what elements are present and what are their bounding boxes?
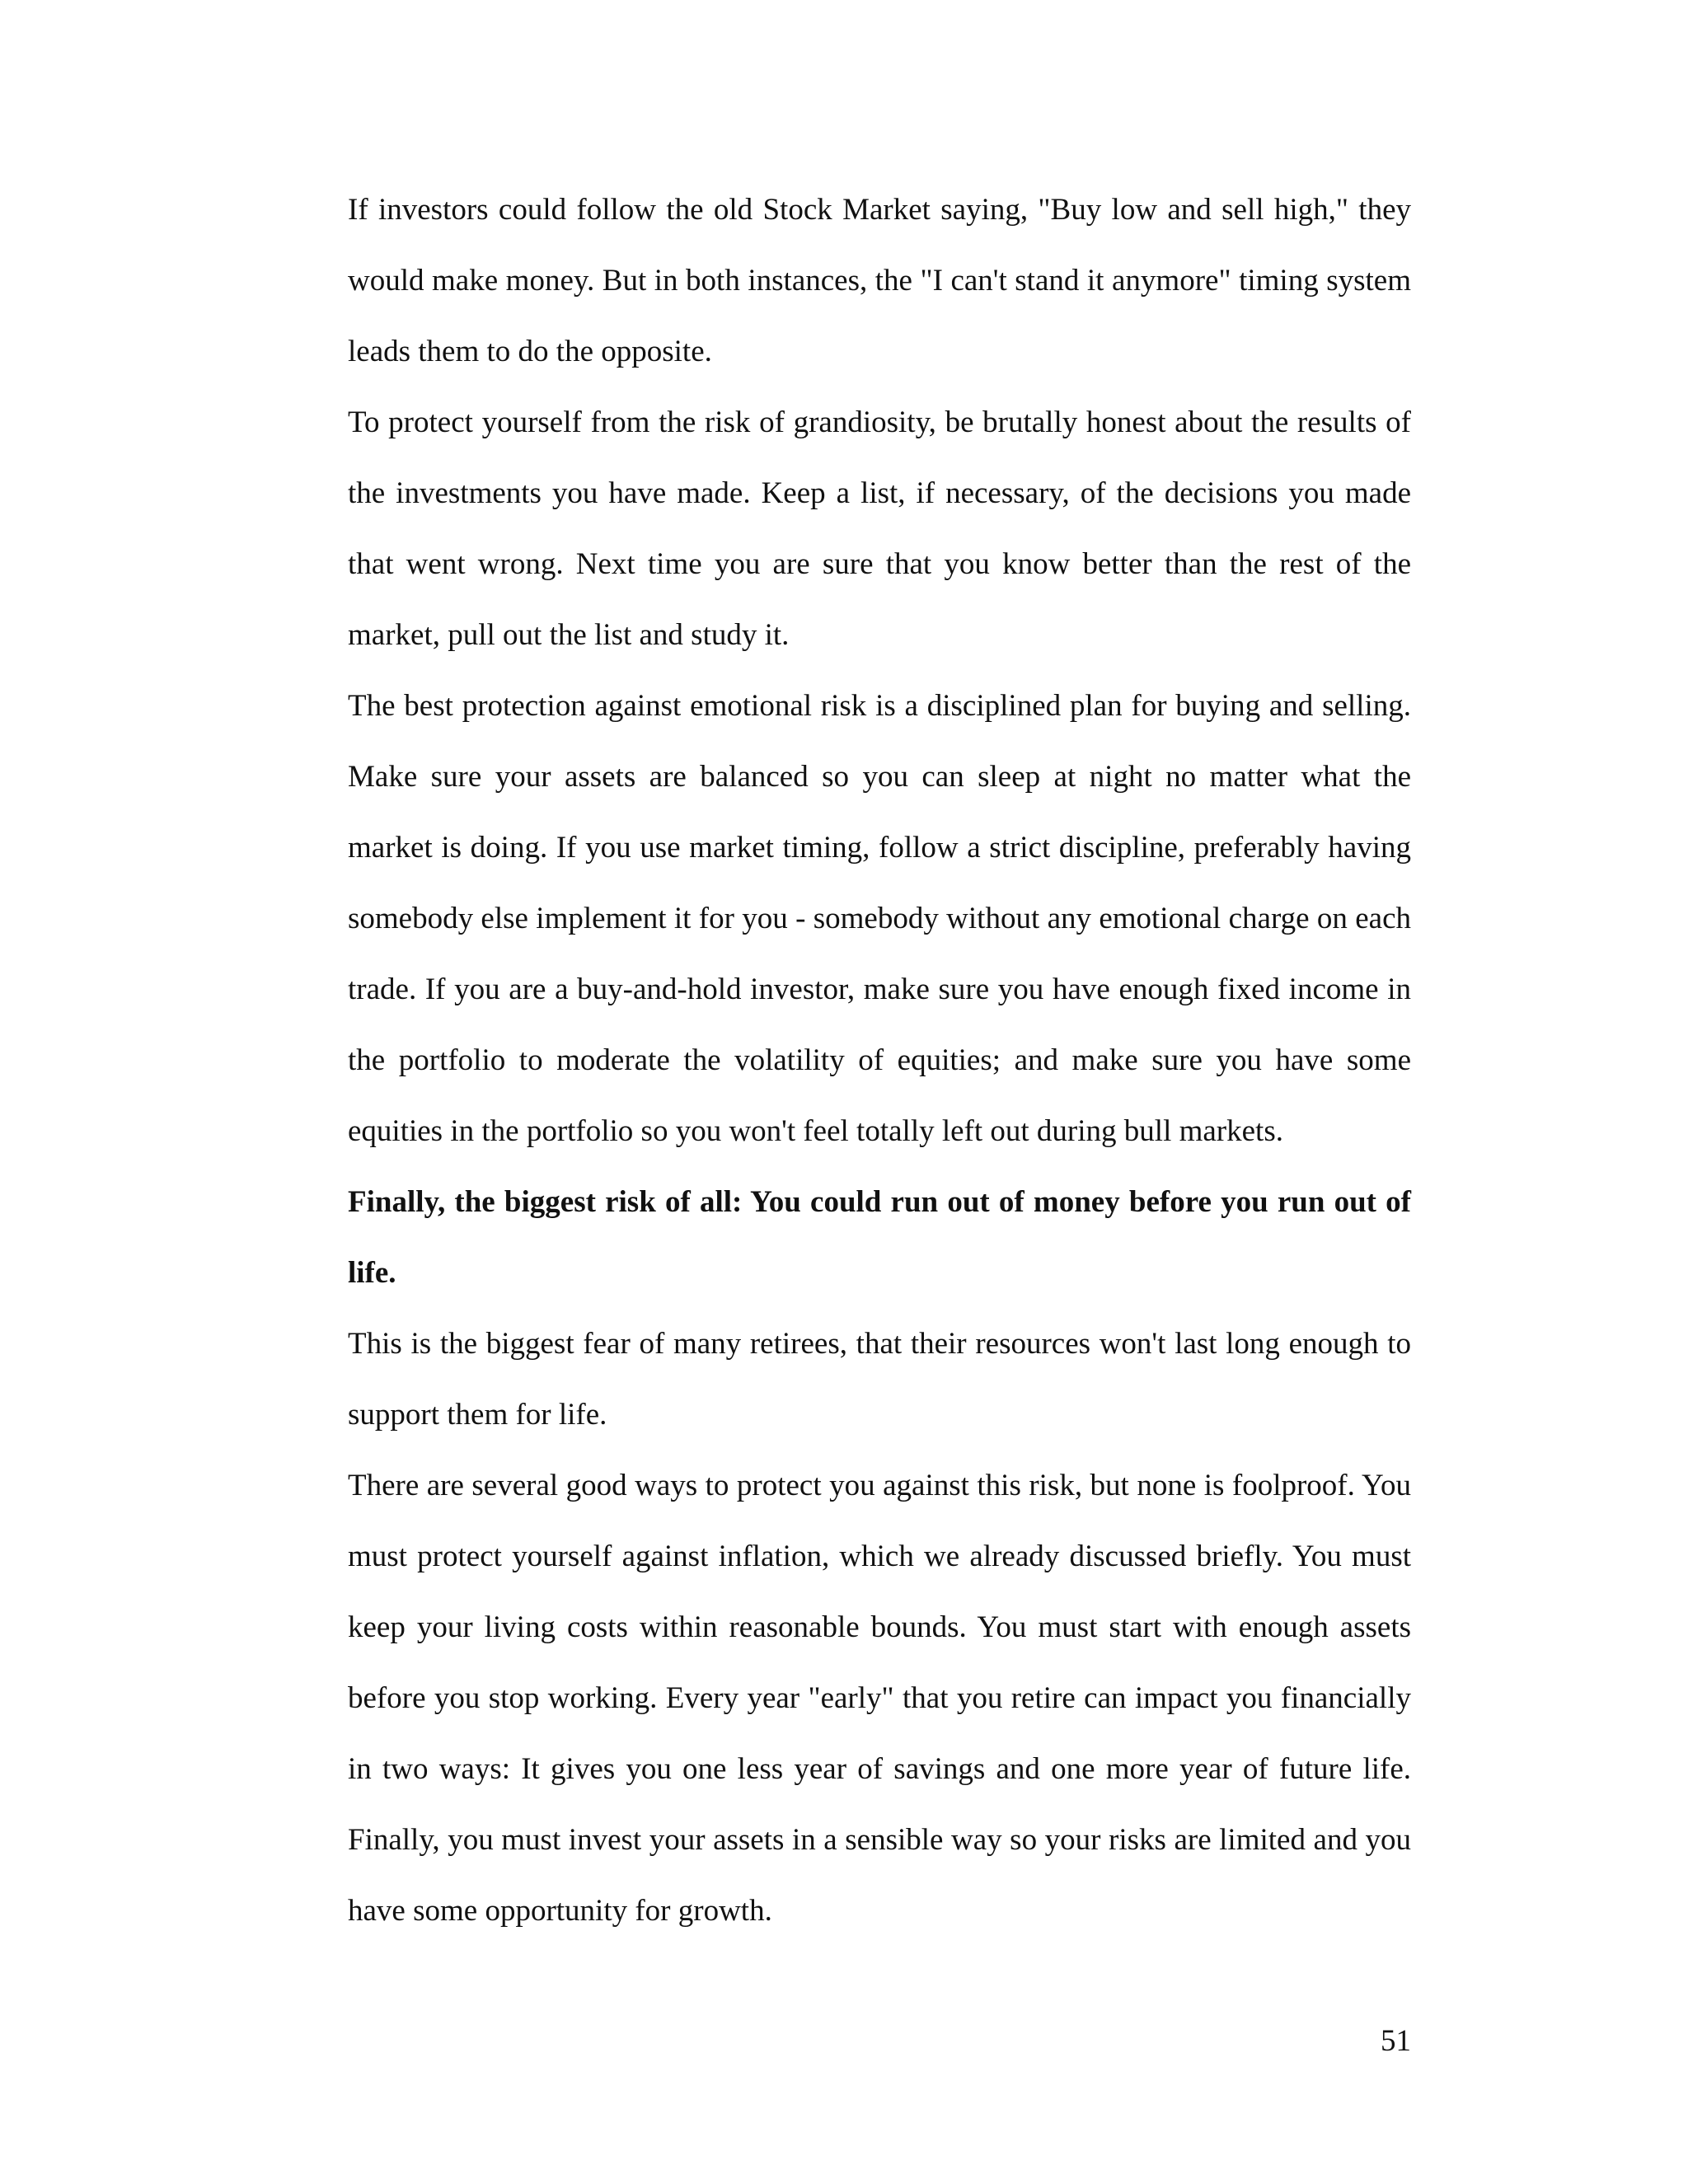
body-text <box>348 175 1411 1947</box>
paragraph-protection-methods: There are several good ways to protect you against this risk, but none is foolproof. You must protect yourself against inflation, which we already discussed briefly. You must keep your living costs within reasonable bounds. You must start with enough assets before you stop working. Every year "early" that you retire can impact you financially in two ways: It gives you one less year of savings and one more year of future life. Finally, you must invest your assets in a sensible way so your risks are limited and you have some opportunity for growth. <box>348 1469 1411 1928</box>
section-heading-biggest-risk: Finally, the biggest risk of all: You could run out of money before you run out of life. <box>348 1185 1411 1290</box>
paragraph-grandiosity-risk: To protect yourself from the risk of grandiosity, be brutally honest about the results of the investments you have made. Keep a list, if necessary, of the decisions you made that went wrong. Next time you are sure that you know better than the rest of the market, pull out the list and study it. <box>348 405 1411 652</box>
paragraph-emotional-risk: The best protection against emotional risk is a disciplined plan for buying and selling. Make sure your assets are balanced so you can sleep at night no matter what the market is doing. If you use market timing, follow a strict discipline, preferably having somebody else implement it for you - somebody without any emotional charge on each trade. If you are a buy-and-hold investor, make sure you have enough fixed income in the portfolio to moderate the volatility of equities; and make sure you have some equities in the portfolio so you won't feel totally left out during bull markets. <box>348 689 1411 1148</box>
page-number: 51 <box>1381 2024 1411 2058</box>
paragraph-retiree-fear: This is the biggest fear of many retirees, that their resources won't last long enough to support them for life. <box>348 1327 1411 1432</box>
paragraph-buy-low-sell-high: If investors could follow the old Stock Market saying, "Buy low and sell high," they would make money. But in both instances, the "I can't stand it anymore" timing system leads them to do the opposite. <box>348 193 1411 368</box>
